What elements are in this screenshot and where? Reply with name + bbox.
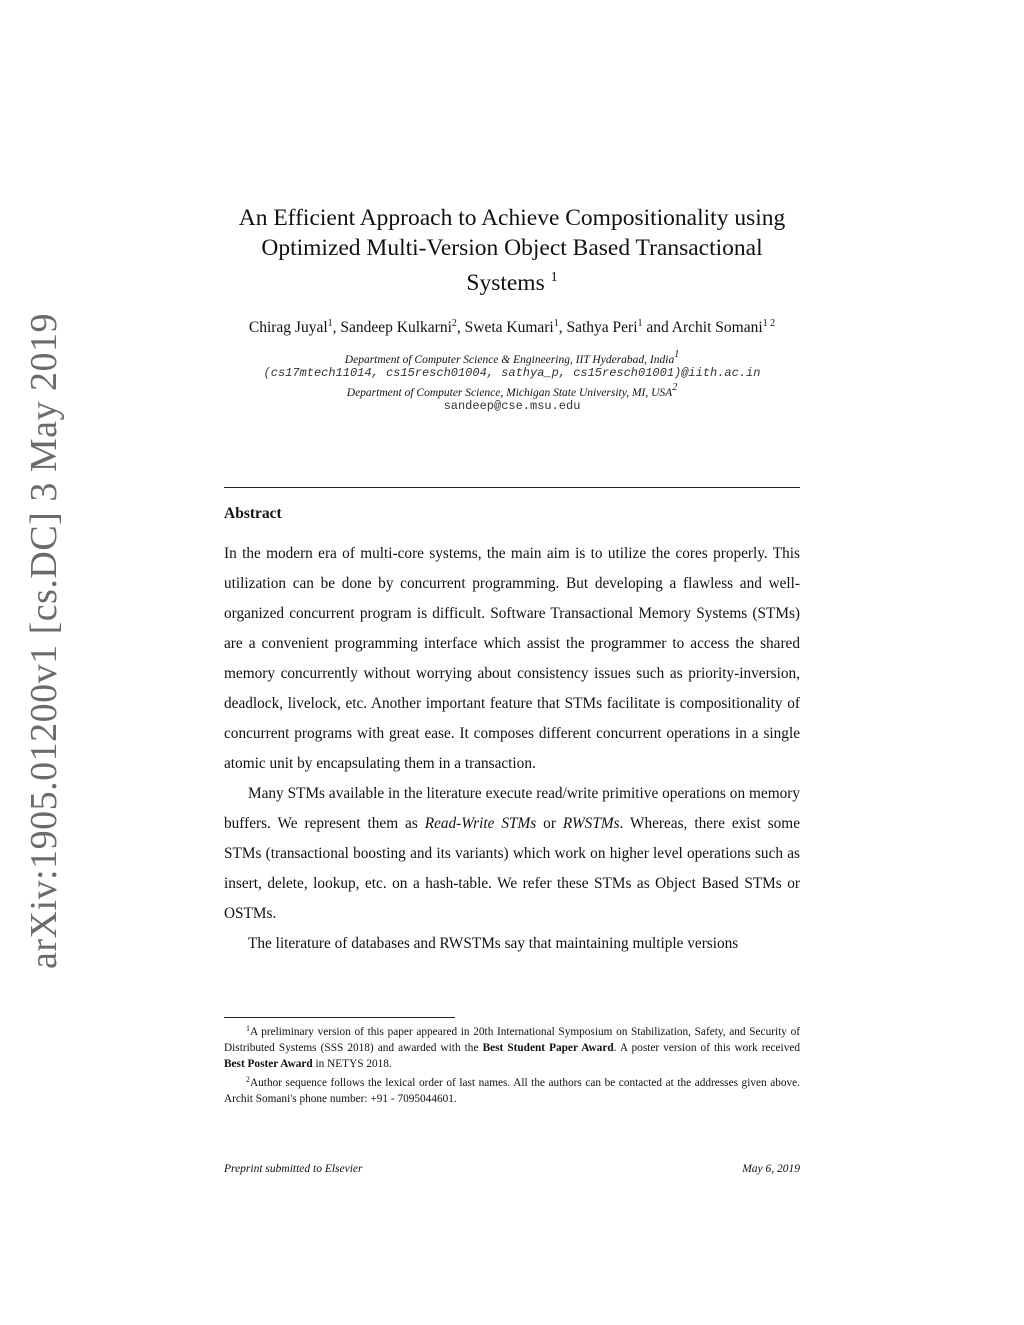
author: Chirag Juyal$^1$,: [248, 318, 341, 336]
abstract-heading: Abstract: [224, 505, 282, 522]
abstract-body: [224, 539, 800, 959]
title-footnote-mark: 1: [550, 270, 558, 285]
title-line-2: Optimized Multi-Version Object Based Transactional: [261, 235, 763, 261]
abstract-paragraph-1: In the modern era of multi-core systems, the main aim is to utilize the cores properly. This utilization can be done by concurrent programming. But developing a flawless and well-organized concurrent program is difficult. Software Transactional Memory Systems (STMs) are a convenient programming interface which assist the programmer to access the shared memory concurrently without worrying about consistency issues such as priority-inversion, deadlock, livelock, etc. Another important feature that STMs facilitate is compositionality of concurrent programs with great ease. It composes different concurrent operations in a single atomic unit by encapsulating them in a transaction.: [224, 545, 800, 772]
arxiv-identifier: arXiv:1905.01200v1 [cs.DC] 3 May 2019: [23, 313, 65, 969]
title-line-1: An Efficient Approach to Achieve Compositionality using: [238, 205, 786, 231]
abstract-top-rule: [224, 487, 800, 488]
paper-title: [224, 203, 800, 298]
abstract-paragraph-3: The literature of databases and RWSTMs say that maintaining multiple versions: [248, 935, 739, 952]
abstract-paragraph-2: Many STMs available in the literature execute read/write primitive operations on memory buffers. We represent them as Read-Write STMs or RWSTMs. Whereas, there exist some STMs (transactional boosting and its variants) which work on higher level operations such as insert, delete, lookup, etc. on a hash-table. We refer these STMs as Object Based STMs or OSTMs.: [224, 785, 800, 922]
preprint-note: Preprint submitted to Elsevier: [224, 1163, 363, 1175]
author: Sandeep Kulkarni$^2$,: [340, 318, 465, 336]
title-line-3-text: Systems: [466, 270, 545, 296]
footnote-rule: [224, 1017, 455, 1018]
footnotes: [224, 1021, 800, 1107]
affiliation-2: Department of Computer Science, Michigan State University, MI, USA$^2$: [346, 382, 678, 399]
footer-date: May 6, 2019: [742, 1163, 800, 1175]
title-line-3: [224, 263, 800, 298]
affiliation-1: Department of Computer Science & Engineering, IIT Hyderabad, India$^1$: [344, 349, 680, 366]
author: Sweta Kumari$^1$,: [464, 318, 567, 336]
affiliation-1-emails: (cs17mtech11014, cs15resch01004, sathya_p, cs15resch01001)@iith.ac.in: [263, 366, 761, 380]
footnote-2: $^2$Author sequence follows the lexical order of last names. All the authors can be contacted at the addresses given above. Archit Somani's phone number: +91 - 7095044601.: [224, 1075, 800, 1105]
footnote-1: $^1$A preliminary version of this paper appeared in 20th International Symposium on Stabilization, Safety, and Security of Distributed Systems (SSS 2018) and awarded with the Best Student Paper Award. A poster version of this work received Best Poster Award in NETYS 2018.: [224, 1024, 800, 1070]
author: Archit Somani$^{1 2}$: [671, 318, 776, 336]
author: Sathya Peri$^1$ and: [566, 318, 672, 336]
affiliation-2-email: sandeep@cse.msu.edu: [443, 399, 581, 413]
author-list: [200, 318, 824, 337]
